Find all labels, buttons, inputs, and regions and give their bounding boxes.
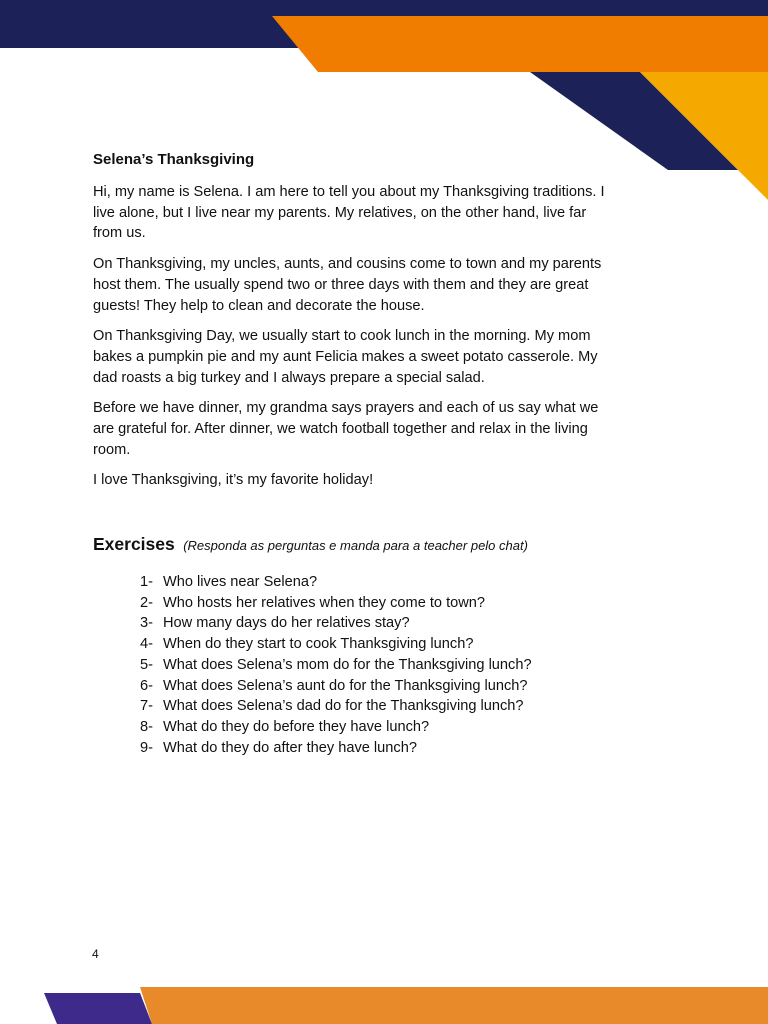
question-item [140, 613, 653, 634]
question-item [140, 696, 653, 717]
top-orange-band [272, 16, 768, 72]
story-paragraph-3: On Thanksgiving Day, we usually start to cook lunch in the morning. My mom bakes a pumpkin pie and my aunt Felicia makes a sweet potato casserole. My dad roasts a big turkey and I always prepare a special salad. [93, 328, 598, 386]
question-number: 7- [140, 698, 153, 715]
question-item [140, 676, 653, 697]
question-number: 9- [140, 739, 153, 756]
question-list [93, 572, 653, 758]
top-gold-slant [640, 72, 768, 200]
story-paragraph-2: On Thanksgiving, my uncles, aunts, and cousins come to town and my parents host them. The usually spend two or three days with them and they are great guests! They help to clean and decorate the house. [93, 256, 602, 314]
question-item [140, 572, 653, 593]
exercises-section [93, 532, 653, 758]
exercises-instructions: (Responda as perguntas e manda para a teacher pelo chat) [183, 538, 528, 553]
question-text: What does Selena’s dad do for the Thanksgiving lunch? [163, 698, 524, 715]
question-number: 6- [140, 677, 153, 694]
question-number: 4- [140, 636, 153, 653]
bottom-orange-band [140, 987, 768, 1024]
question-item [140, 717, 653, 738]
question-item [140, 634, 653, 655]
question-text: Who hosts her relatives when they come to town? [163, 594, 486, 611]
story-paragraph-4: Before we have dinner, my grandma says prayers and each of us say what we are grateful for. After dinner, we watch football together and relax in the living room. [93, 400, 599, 458]
question-item [140, 738, 653, 759]
top-navy-band [0, 0, 768, 48]
question-number: 3- [140, 615, 153, 632]
story-title: Selena’s Thanksgiving [93, 151, 255, 168]
exercises-title: Exercises [93, 534, 175, 554]
question-number: 1- [140, 574, 153, 590]
question-text: When do they start to cook Thanksgiving lunch? [163, 636, 474, 653]
story-paragraph-1: Hi, my name is Selena. I am here to tell you about my Thanksgiving traditions. I live alone, but I live near my parents. My relatives, on the other hand, live far from us. [93, 184, 605, 242]
question-item [140, 593, 653, 614]
bottom-purple-band [44, 993, 152, 1024]
story-paragraph-5: I love Thanksgiving, it’s my favorite holiday! [93, 472, 374, 489]
question-text: How many days do her relatives stay? [163, 615, 410, 632]
question-text: What does Selena’s aunt do for the Thanksgiving lunch? [163, 677, 528, 694]
question-number: 5- [140, 656, 153, 673]
exercises-heading [93, 532, 653, 558]
question-text: What does Selena’s mom do for the Thanksgiving lunch? [163, 656, 532, 673]
story-section [93, 150, 613, 501]
question-text: What do they do before they have lunch? [163, 718, 430, 735]
question-text: What do they do after they have lunch? [163, 739, 417, 756]
question-text: Who lives near Selena? [163, 574, 318, 590]
question-number: 8- [140, 718, 153, 735]
question-item [140, 655, 653, 676]
question-number: 2- [140, 594, 153, 611]
page-number: 4 [92, 947, 99, 961]
